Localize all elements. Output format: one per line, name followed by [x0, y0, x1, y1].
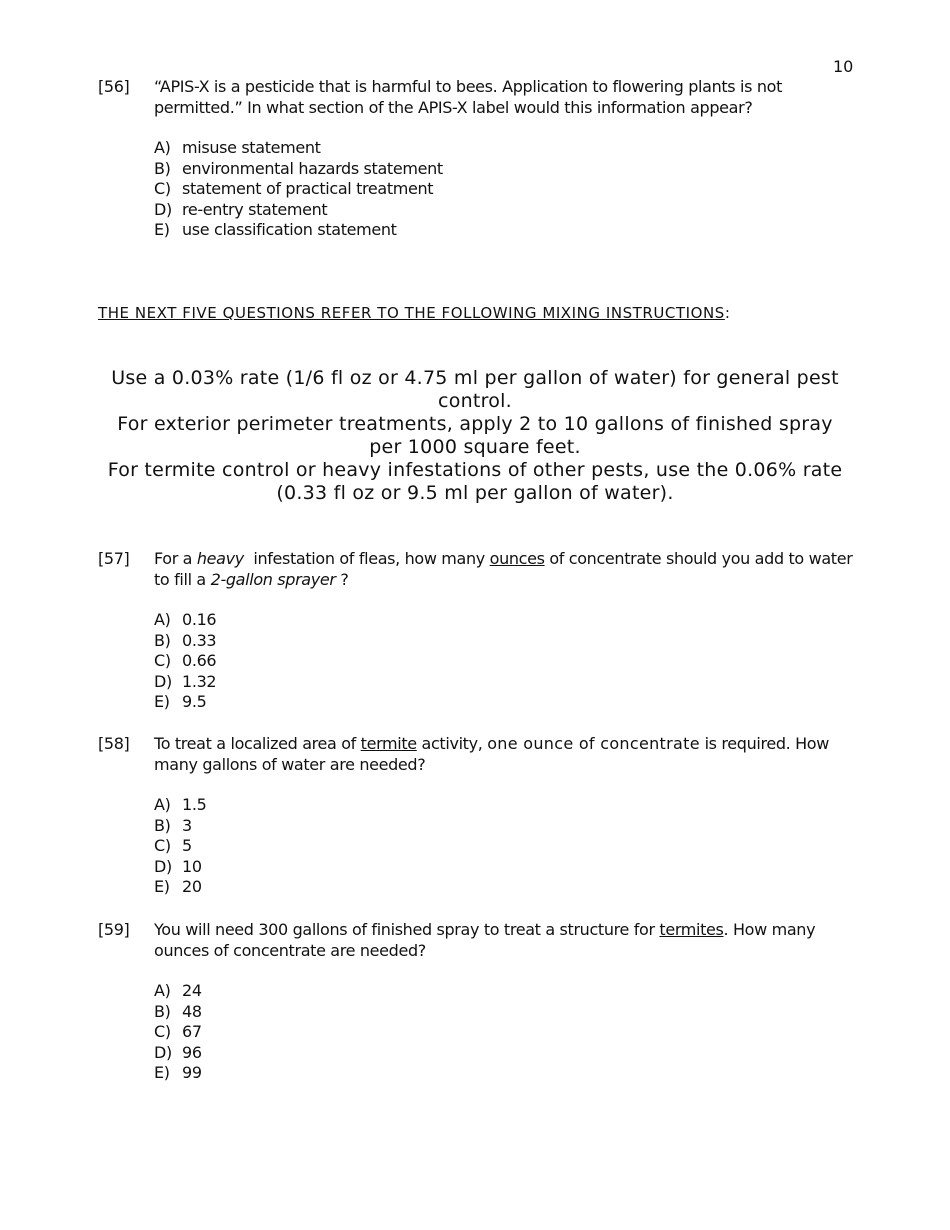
question-57 — [98, 549, 858, 713]
option-a[interactable] — [154, 610, 858, 631]
instruction-line: Use a 0.03% rate (1/6 fl oz or 4.75 ml per gallon of water) for general pest control. — [111, 367, 839, 412]
option-text: 67 — [182, 1022, 202, 1042]
option-d[interactable] — [154, 672, 858, 693]
question-58 — [98, 734, 858, 898]
option-e[interactable] — [154, 1063, 858, 1084]
option-text: 48 — [182, 1001, 202, 1021]
option-text: 99 — [182, 1063, 202, 1083]
option-text: 24 — [182, 981, 202, 1000]
option-letter: B) — [154, 158, 171, 178]
answer-options — [154, 981, 858, 1084]
option-b[interactable] — [154, 631, 858, 652]
option-text: 0.16 — [182, 610, 217, 629]
option-e[interactable] — [154, 220, 858, 241]
option-letter: D) — [154, 1042, 172, 1062]
text-run: You will need 300 gallons of finished spray to treat a structure for — [154, 920, 660, 939]
option-letter: C) — [154, 651, 171, 671]
option-letter: E) — [154, 692, 170, 712]
page-number: 10 — [833, 57, 854, 76]
section-heading — [98, 304, 730, 322]
answer-options — [154, 795, 858, 898]
answer-options — [154, 610, 858, 713]
option-e[interactable] — [154, 692, 858, 713]
option-b[interactable] — [154, 816, 858, 837]
emphasis-text: one ounce of concentrate — [487, 734, 700, 753]
option-text: 0.66 — [182, 651, 217, 671]
option-letter: A) — [154, 138, 171, 157]
option-d[interactable] — [154, 857, 858, 878]
option-letter: B) — [154, 1001, 171, 1021]
text-run: of concentrate should you add to water to fill a — [154, 549, 853, 589]
emphasis-text: heavy — [196, 549, 244, 568]
option-text: 1.5 — [182, 795, 207, 814]
text-run: is required. How many gallons of water are needed? — [154, 734, 829, 774]
option-letter: B) — [154, 815, 171, 835]
section-heading-suffix: : — [724, 304, 731, 322]
option-letter: A) — [154, 795, 171, 814]
option-letter: A) — [154, 610, 171, 629]
underlined-text: ounces — [489, 549, 545, 568]
option-b[interactable] — [154, 1002, 858, 1023]
option-text: 5 — [182, 836, 192, 856]
text-run: activity, — [416, 734, 488, 753]
question-56 — [98, 77, 858, 241]
underlined-text: termites — [659, 920, 724, 939]
option-text: 9.5 — [182, 692, 207, 712]
option-a[interactable] — [154, 795, 858, 816]
option-c[interactable] — [154, 651, 858, 672]
option-c[interactable] — [154, 1022, 858, 1043]
option-letter: A) — [154, 981, 171, 1000]
question-text — [154, 549, 854, 590]
question-number: [58] — [98, 734, 130, 753]
option-letter: D) — [154, 671, 172, 691]
option-text: 20 — [182, 877, 202, 897]
question-text — [154, 734, 854, 775]
option-b[interactable] — [154, 159, 858, 180]
question-number: [59] — [98, 920, 130, 939]
instruction-line: For termite control or heavy infestations of other pests, use the 0.06% rate (0.33 fl oz or 9.5 ml per gallon of water). — [107, 459, 843, 504]
question-text — [154, 920, 854, 961]
question-59 — [98, 920, 858, 1084]
option-text: 10 — [182, 856, 202, 876]
option-text: re-entry statement — [182, 199, 328, 219]
option-text: 0.33 — [182, 630, 217, 650]
emphasis-text: 2-gallon sprayer — [210, 569, 336, 589]
question-text: “APIS-X is a pesticide that is harmful to bees. Application to flowering plants is not permitted.” In what section of the APIS-X label would this information appear? — [154, 77, 782, 117]
question-number: [56] — [98, 77, 130, 96]
text-run: infestation of fleas, how many — [243, 549, 490, 568]
option-c[interactable] — [154, 179, 858, 200]
option-text: 96 — [182, 1042, 202, 1062]
option-letter: E) — [154, 220, 170, 240]
option-letter: C) — [154, 836, 171, 856]
text-run: To treat a localized area of — [154, 734, 361, 753]
question-number: [57] — [98, 549, 130, 568]
option-letter: E) — [154, 877, 170, 897]
answer-options — [154, 138, 858, 241]
option-text: misuse statement — [182, 138, 321, 157]
option-e[interactable] — [154, 877, 858, 898]
option-letter: C) — [154, 179, 171, 199]
option-letter: C) — [154, 1022, 171, 1042]
option-letter: B) — [154, 630, 171, 650]
option-a[interactable] — [154, 981, 858, 1002]
option-text: 1.32 — [182, 671, 217, 691]
option-letter: D) — [154, 199, 172, 219]
option-d[interactable] — [154, 1043, 858, 1064]
instruction-line: For exterior perimeter treatments, apply 2 to 10 gallons of finished spray per 1000 square feet. — [117, 413, 833, 458]
text-run: ? — [335, 569, 349, 589]
option-a[interactable] — [154, 138, 858, 159]
option-letter: E) — [154, 1063, 170, 1083]
option-text: environmental hazards statement — [182, 158, 443, 178]
text-run: . How many ounces of concentrate are needed? — [154, 920, 816, 960]
option-c[interactable] — [154, 836, 858, 857]
option-d[interactable] — [154, 200, 858, 221]
section-heading-text: THE NEXT FIVE QUESTIONS REFER TO THE FOLLOWING MIXING INSTRUCTIONS — [98, 304, 725, 322]
option-text: 3 — [182, 815, 192, 835]
text-run: For a — [154, 549, 197, 568]
option-letter: D) — [154, 856, 172, 876]
option-text: statement of practical treatment — [182, 179, 434, 199]
option-text: use classification statement — [182, 220, 397, 240]
mixing-instructions — [98, 367, 852, 505]
underlined-text: termite — [360, 734, 417, 753]
